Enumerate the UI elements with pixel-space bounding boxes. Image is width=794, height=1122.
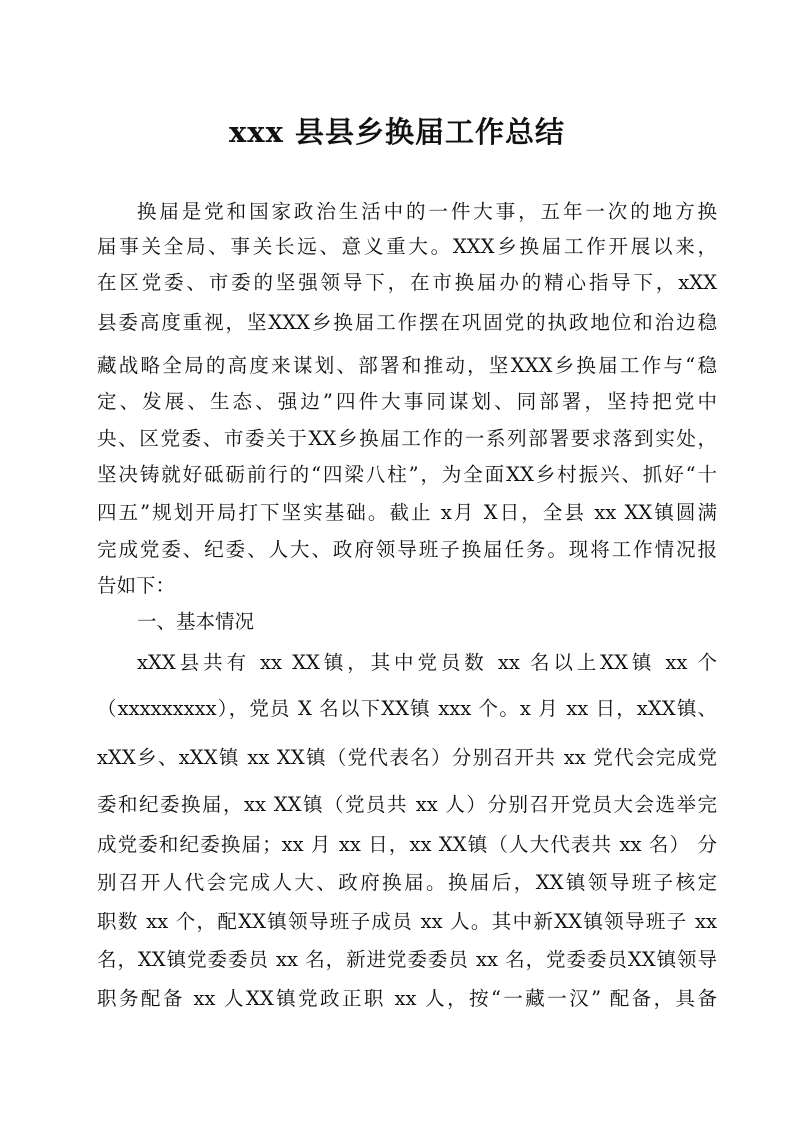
paragraph-line: 委和纪委换届，xx XX镇（党员共 xx 人）分别召开党员大会选举完: [97, 793, 717, 816]
paragraph-line: 完成党委、纪委、人大、政府领导班子换届任务。现将工作情况报: [97, 538, 717, 561]
paragraph-line: xXX县共有 xx XX镇，其中党员数 xx 名以上XX镇 xx 个: [137, 651, 717, 674]
paragraph-line: 藏战略全局的高度来谋划、部署和推动，坚XXX乡换届工作与“稳: [97, 354, 717, 377]
paragraph-line: 告如下：: [97, 574, 176, 597]
paragraph-line: （xxxxxxxxx），党员 X 名以下XX镇 xxx 个。x 月 xx 日，xXX镇、: [97, 697, 717, 720]
paragraph-line: 换届是党和国家政治生活中的一件大事，五年一次的地方换: [137, 200, 717, 223]
paragraph-line: 县委高度重视，坚XXX乡换届工作摆在巩固党的执政地位和治边稳: [97, 311, 717, 334]
paragraph-line: 职数 xx 个，配XX镇领导班子成员 xx 人。其中新XX镇领导班子 xx: [97, 910, 717, 933]
paragraph-line: 别召开人代会完成人大、政府换届。换届后，XX镇领导班子核定: [97, 871, 717, 894]
paragraph-line: 在区党委、市委的坚强领导下，在市换届办的精心指导下，xXX: [97, 271, 717, 294]
paragraph-line: 四五”规划开局打下坚实基础。截止 x月 X日，全县 xx XX镇圆满: [97, 501, 717, 524]
paragraph-line: 职务配备 xx 人XX镇党政正职 xx 人，按“一藏一汉” 配备，具备: [97, 987, 717, 1010]
document-title: xxx 县县乡换届工作总结: [229, 115, 565, 149]
paragraph-line: xXX乡、xXX镇 xx XX镇（党代表名）分别召开共 xx 党代会完成党: [97, 746, 717, 769]
paragraph-line: 成党委和纪委换届；xx 月 xx 日，xx XX镇（人大代表共 xx 名） 分: [97, 833, 717, 856]
paragraph-line: 名，XX镇党委委员 xx 名，新进党委委员 xx 名，党委委员XX镇领导: [97, 948, 717, 971]
paragraph-line: 坚决铸就好砥砺前行的“四梁八柱”，为全面XX乡村振兴、抓好“十: [97, 463, 717, 486]
paragraph-line: 届事关全局、事关长远、意义重大。XXX乡换届工作开展以来，: [97, 235, 717, 258]
paragraph-line: 央、区党委、市委关于XX乡换届工作的一系列部署要求落到实处，: [97, 427, 717, 450]
section-heading: 一、基本情况: [137, 610, 255, 633]
paragraph-line: 定、发展、生态、强边”四件大事同谋划、同部署，坚持把党中: [97, 390, 717, 413]
